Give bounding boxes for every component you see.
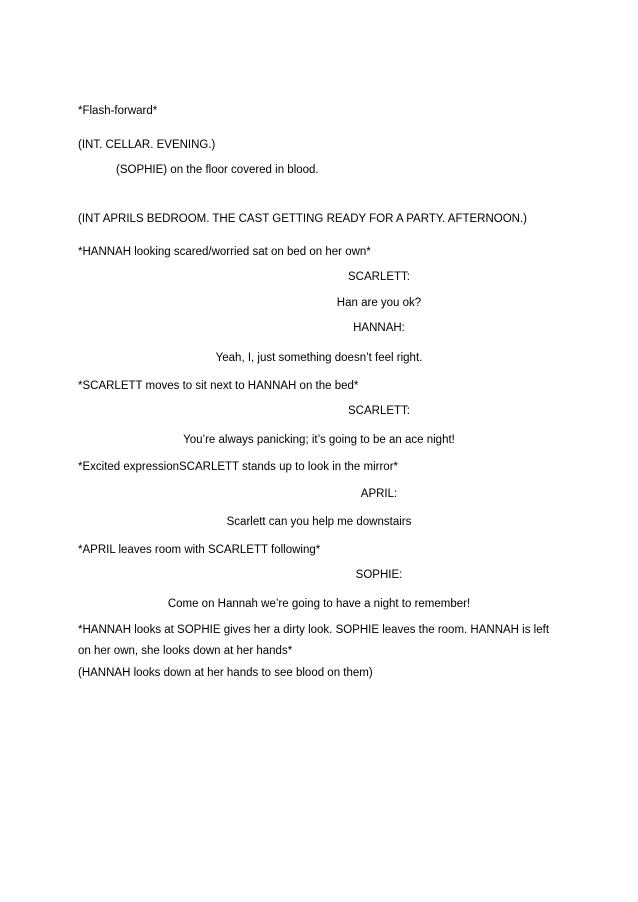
action-hannah-scared: *HANNAH looking scared/worried sat on bed on her own* xyxy=(78,246,371,258)
character-scarlett: SCARLETT: xyxy=(348,405,410,417)
action-scarlett-moves: *SCARLETT moves to sit next to HANNAH on the bed* xyxy=(78,380,359,392)
action-april-leaves: *APRIL leaves room with SCARLETT following* xyxy=(78,544,321,556)
action-hannah-looks: *HANNAH looks at SOPHIE gives her a dirty look. SOPHIE leaves the room. HANNAH is left on her own, she looks down at her hands* xyxy=(78,624,550,657)
action-blood-hands: (HANNAH looks down at her hands to see blood on them) xyxy=(78,667,373,679)
scene-heading-cellar: (INT. CELLAR. EVENING.) xyxy=(78,139,216,151)
action-sophie-blood: (SOPHIE) on the floor covered in blood. xyxy=(116,164,319,176)
flash-forward-note: *Flash-forward* xyxy=(78,105,158,117)
dialogue-hannah: Yeah, I, just something doesn’t feel right. xyxy=(215,352,423,364)
dialogue-sophie: Come on Hannah we’re going to have a night to remember! xyxy=(167,598,471,610)
character-april: APRIL: xyxy=(360,488,398,500)
character-scarlett: SCARLETT: xyxy=(348,271,410,283)
dialogue-april: Scarlett can you help me downstairs xyxy=(226,516,412,528)
dialogue-scarlett: Han are you ok? xyxy=(336,297,422,309)
character-hannah: HANNAH: xyxy=(353,322,405,334)
dialogue-scarlett: You’re always panicking; it’s going to be an ace night! xyxy=(183,434,455,446)
action-excited-expression: *Excited expressionSCARLETT stands up to look in the mirror* xyxy=(78,461,399,473)
scene-heading-bedroom: (INT APRILS BEDROOM. THE CAST GETTING READY FOR A PARTY. AFTERNOON.) xyxy=(78,213,528,225)
character-sophie: SOPHIE: xyxy=(355,569,403,581)
